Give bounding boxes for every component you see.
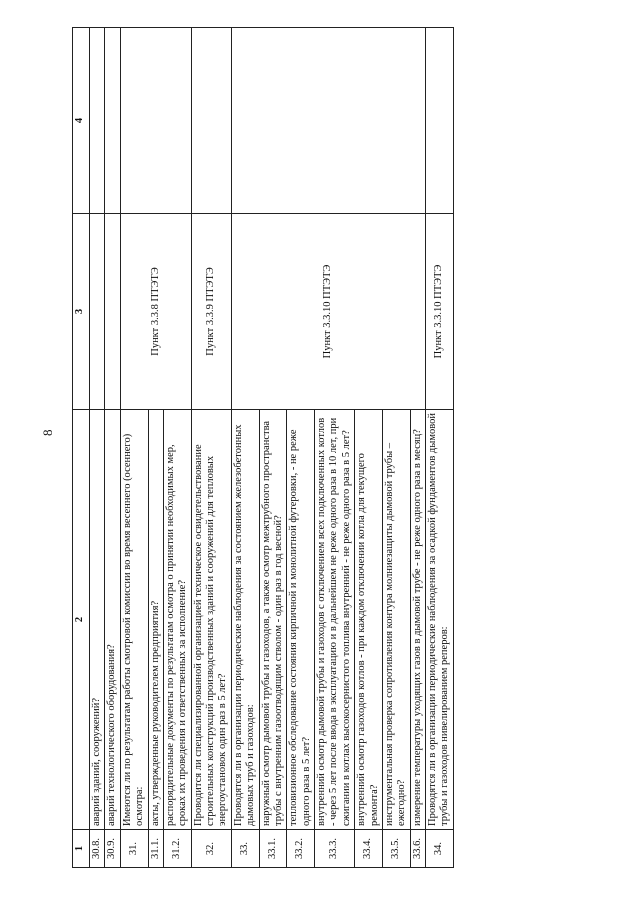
row-question: Проводится ли специализированной организацией техническое освидетельствование строительных конструкций производственных зданий и сооружений для тепловых энергоустановок один раз в 5 лет? <box>191 410 231 830</box>
table-header-row <box>73 28 90 868</box>
row-question: внутренний осмотр дымовой трубы и газоходов с отключением всех подключенных котлов - через 5 лет после ввода в эксплуатацию и в дальнейшем не реже одного раза в 10 лет, при сжигании в котлах высокосернистого топлива внутренний - не реже одного раза в 5 лет? <box>315 410 355 830</box>
column-header-1: 1 <box>73 830 90 868</box>
row-reference: Пункт 3.3.10 ПТЭТЭ <box>231 214 425 410</box>
row-question: распорядительные документы по результатам осмотра о принятии необходимых мер, сроках их проведения и ответственных за исполнение? <box>163 410 191 830</box>
row-note <box>231 28 425 214</box>
row-number: 30.8. <box>90 830 105 868</box>
row-question: наружный осмотр дымовой трубы и газоходов, а также осмотр межтрубного пространства трубы с внутренним газоотводящим стволом - один раз в год весной? <box>259 410 287 830</box>
column-header-2: 2 <box>73 410 90 830</box>
row-note <box>191 28 231 214</box>
row-note <box>90 28 105 214</box>
column-header-3: 3 <box>73 214 90 410</box>
page-number: 8 <box>40 429 55 436</box>
row-number: 31. <box>120 830 148 868</box>
row-question: тепловизионное обследование состояния кирпичной и монолитной футеровки, - не реже одного раза в 5 лет? <box>287 410 315 830</box>
table-row <box>105 28 120 868</box>
table-row <box>120 28 148 868</box>
inspection-checklist-table <box>72 27 454 868</box>
row-question: инструментальная проверка сопротивления контура молниезащиты дымовой трубы – ежегодно? <box>382 410 410 830</box>
row-number: 33.5. <box>382 830 410 868</box>
row-number: 33.1. <box>259 830 287 868</box>
row-question: внутренний осмотр газоходов котлов - при каждом отключении котла для текущего ремонта? <box>355 410 383 830</box>
row-note <box>120 28 191 214</box>
row-question: Проводятся ли в организации периодические наблюдения за осадкой фундаментов дымовой трубы и газоходов нивелированием реперов: <box>426 410 454 830</box>
document-table-container <box>72 28 454 868</box>
row-number: 33.3. <box>315 830 355 868</box>
table-row <box>191 28 231 868</box>
row-question: Проводятся ли в организации периодические наблюдения за состоянием железобетонных дымовых труб и газоходов: <box>231 410 259 830</box>
row-reference <box>90 214 105 410</box>
row-question: аварий технологического оборудования? <box>105 410 120 830</box>
row-number: 30.9. <box>105 830 120 868</box>
row-number: 31.1. <box>148 830 163 868</box>
row-question: акты, утвержденные руководителем предприятия? <box>148 410 163 830</box>
table-row <box>231 28 259 868</box>
row-number: 33.4. <box>355 830 383 868</box>
table-row <box>426 28 454 868</box>
row-question: Имеются ли по результатам работы смотровой комиссии во время весеннего (осеннего) осмотра: <box>120 410 148 830</box>
row-number: 33.6. <box>410 830 425 868</box>
row-question: измерение температуры уходящих газов в дымовой трубе - не реже одного раза в месяц? <box>410 410 425 830</box>
row-reference <box>105 214 120 410</box>
row-number: 34. <box>426 830 454 868</box>
row-reference: Пункт 3.3.9 ПТЭТЭ <box>191 214 231 410</box>
row-note <box>105 28 120 214</box>
row-number: 32. <box>191 830 231 868</box>
row-number: 33. <box>231 830 259 868</box>
row-question: аварий зданий, сооружений? <box>90 410 105 830</box>
row-note <box>426 28 454 214</box>
table-row <box>90 28 105 868</box>
row-reference: Пункт 3.3.10 ПТЭТЭ <box>426 214 454 410</box>
column-header-4: 4 <box>73 28 90 214</box>
row-number: 31.2. <box>163 830 191 868</box>
row-number: 33.2. <box>287 830 315 868</box>
row-reference: Пункт 3.3.8 ПТЭТЭ <box>120 214 191 410</box>
